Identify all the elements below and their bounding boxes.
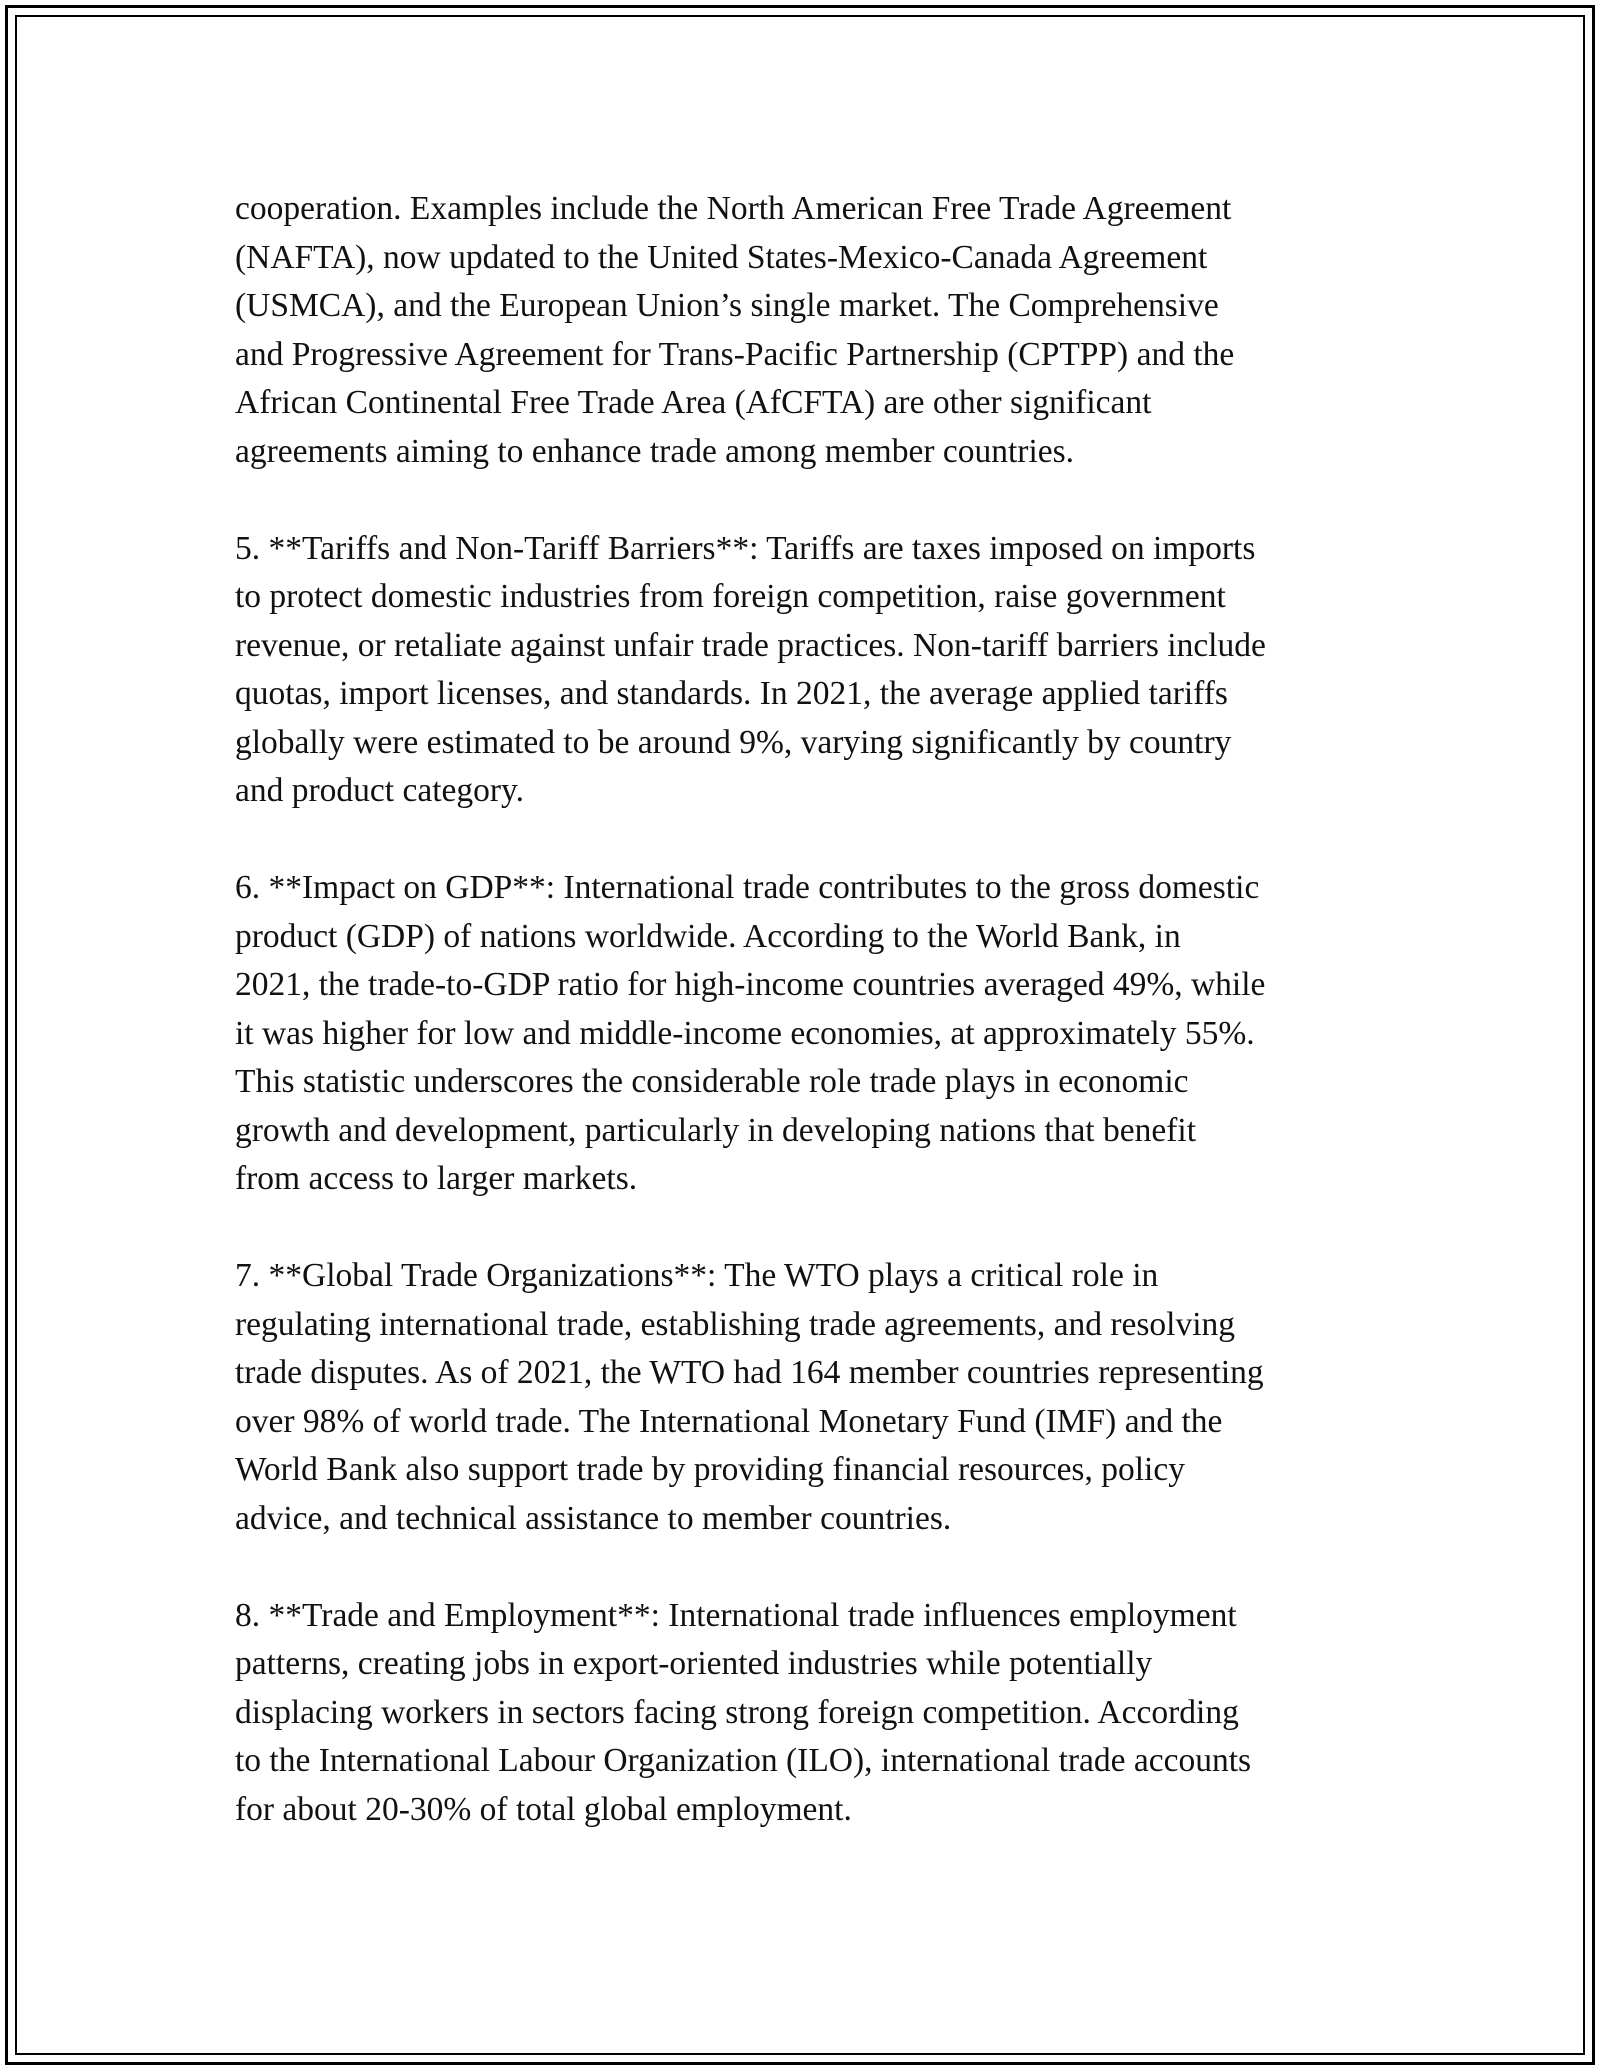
text-line: and product category. xyxy=(235,772,524,809)
text-line: 2021, the trade-to-GDP ratio for high-income countries averaged 49%, while xyxy=(235,966,1266,1003)
paragraph-gdp-impact xyxy=(235,864,1375,1204)
text-line: African Continental Free Trade Area (AfCFTA) are other significant xyxy=(235,384,1152,421)
text-line: and Progressive Agreement for Trans-Pacific Partnership (CPTPP) and the xyxy=(235,335,1235,373)
text-line: it was higher for low and middle-income economies, at approximately 55%. xyxy=(235,1014,1255,1052)
paragraph-trade-organizations xyxy=(235,1252,1375,1543)
paragraph-tariffs xyxy=(235,525,1375,816)
text-line: quotas, import licenses, and standards. In 2021, the average applied tariffs xyxy=(235,675,1228,712)
text-line: trade disputes. As of 2021, the WTO had 164 member countries representing xyxy=(235,1354,1264,1391)
text-line: agreements aiming to enhance trade among member countries. xyxy=(235,432,1075,470)
text-line: 6. **Impact on GDP**: International trade contributes to the gross domestic xyxy=(235,869,1260,906)
text-line: to protect domestic industries from foreign competition, raise government xyxy=(235,578,1226,615)
paragraph-trade-agreements xyxy=(235,185,1375,476)
text-line: This statistic underscores the considerable role trade plays in economic xyxy=(235,1063,1189,1100)
text-line: regulating international trade, establishing trade agreements, and resolving xyxy=(235,1305,1236,1343)
text-line: globally were estimated to be around 9%, varying significantly by country xyxy=(235,723,1232,761)
text-line: (NAFTA), now updated to the United States-Mexico-Canada Agreement xyxy=(235,238,1208,276)
paragraph-trade-employment xyxy=(235,1592,1375,1835)
text-line: (USMCA), and the European Union’s single market. The Comprehensive xyxy=(235,287,1219,324)
text-line: World Bank also support trade by providing financial resources, policy xyxy=(235,1451,1185,1488)
text-line: to the International Labour Organization (ILO), international trade accounts xyxy=(235,1742,1252,1779)
text-line: displacing workers in sectors facing strong foreign competition. According xyxy=(235,1693,1239,1731)
text-line: growth and development, particularly in developing nations that benefit xyxy=(235,1111,1196,1149)
text-line: revenue, or retaliate against unfair trade practices. Non-tariff barriers include xyxy=(235,626,1266,664)
text-line: product (GDP) of nations worldwide. According to the World Bank, in xyxy=(235,917,1181,955)
text-line: for about 20-30% of total global employment. xyxy=(235,1790,852,1828)
text-line: patterns, creating jobs in export-oriented industries while potentially xyxy=(235,1645,1153,1682)
text-line: 7. **Global Trade Organizations**: The WTO plays a critical role in xyxy=(235,1257,1159,1294)
document-body xyxy=(235,185,1375,1883)
text-line: cooperation. Examples include the North American Free Trade Agreement xyxy=(235,190,1232,227)
text-line: 5. **Tariffs and Non-Tariff Barriers**: Tariffs are taxes imposed on imports xyxy=(235,529,1256,567)
text-line: advice, and technical assistance to member countries. xyxy=(235,1499,952,1537)
text-line: from access to larger markets. xyxy=(235,1160,638,1197)
text-line: 8. **Trade and Employment**: International trade influences employment xyxy=(235,1596,1237,1634)
text-line: over 98% of world trade. The International Monetary Fund (IMF) and the xyxy=(235,1402,1223,1440)
